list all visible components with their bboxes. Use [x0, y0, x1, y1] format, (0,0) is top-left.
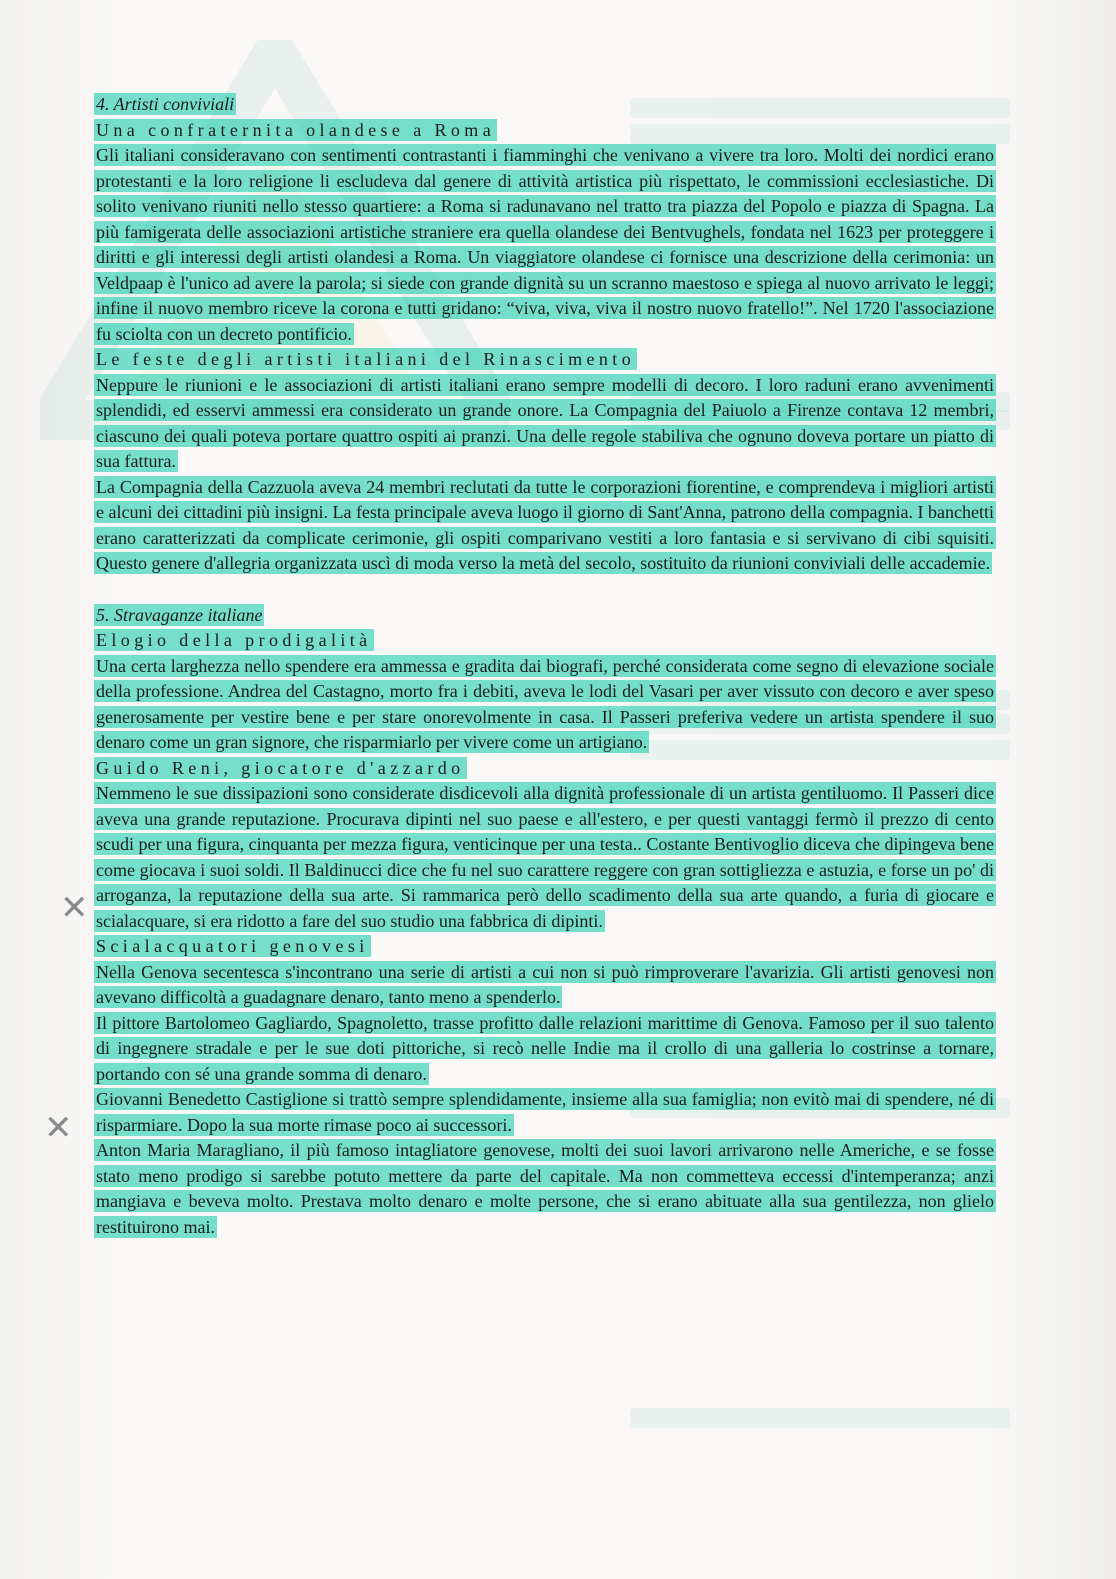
margin-cross-mark: ✕	[60, 888, 89, 928]
subsection-heading: Una confraternita olandese a Roma	[96, 119, 496, 140]
document-page	[94, 92, 996, 1240]
paragraph: Il pittore Bartolomeo Gagliardo, Spagnoletto, trasse profitto dalle relazioni marittime di Genova. Famoso per il suo talento di ingegnere stradale e per le sue doti pittoriche, si recò nelle Indie ma il crollo di una galleria lo costrinse a tornare, portando con sé una grande somma di denaro.	[96, 1012, 994, 1084]
section-title: 5. Stravaganze italiane	[96, 604, 263, 625]
paragraph: La Compagnia della Cazzuola aveva 24 membri reclutati da tutte le corporazioni fiorentine, e comprendeva i migliori artisti e alcuni dei cittadini più insigni. La festa principale aveva luogo il giorno di Sant'Anna, patrono della compagnia. I banchetti erano caratterizzati da complicate cerimonie, gli ospiti comparivano vestiti a loro fantasia e si servivano di cibi squisiti. Questo genere d'allegria organizzata uscì di moda verso la metà del secolo, sostituito da riunioni conviviali delle accademie.	[96, 476, 994, 573]
subsection-heading: Elogio della prodigalità	[96, 630, 372, 650]
subsection-heading: Le feste degli artisti italiani del Rinascimento	[96, 349, 636, 369]
paragraph: Neppure le riunioni e le associazioni di artisti italiani erano sempre modelli di decoro. I loro raduni erano avvenimenti splendidi, ed esservi ammessi era considerato un grande onore. La Compagnia del Paiuolo a Firenze contava 12 membri, ciascuno dei quali poteva portare quattro ospiti ai pranzi. Una delle regole stabiliva che ognuno doveva portare un piatto di sua fattura.	[96, 374, 994, 471]
paragraph: Gli italiani consideravano con sentimenti contrastanti i fiamminghi che venivano a vivere tra loro. Molti dei nordici erano protestanti e la loro religione li escludeva dal genere di attività artistica più rispettato, le commissioni ecclesiastiche. Di solito venivano riuniti nello stesso quartiere: a Roma si radunavano nel tratto tra piazza del Popolo e piazza di Spagna. La più famigerata delle associazioni artistiche straniere era quella olandese dei Bentvughels, fondata nel 1623 per proteggere i diritti e gli interessi degli artisti olandesi a Roma. Un viaggiatore olandese ci fornisce una descrizione della cerimonia: un Veldpaap è l'unico ad avere la parola; si siede con grande dignità su un scranno maestoso e spiega al nuovo arrivato le leggi; infine il nuovo membro riceve la corona e tutti gridano: “viva, viva, viva il nostro nuovo fratello!”. Nel 1720 l'associazione fu sciolta con un decreto pontificio.	[96, 145, 994, 344]
margin-cross-mark: ✕	[44, 1108, 73, 1148]
paragraph: Nella Genova secentesca s'incontrano una serie di artisti a cui non si può rimproverare l'avarizia. Gli artisti genovesi non avevano difficoltà a guadagnare denaro, tanto meno a spenderlo.	[96, 961, 994, 1007]
paragraph: Nemmeno le sue dissipazioni sono considerate disdicevoli alla dignità professionale di un artista gentiluomo. Il Passeri dice aveva una grande reputazione. Procurava dipinti nel suo paese e all'estero, e per questi vantaggi fermò il prezzo di cento scudi per una figura, cinquanta per mezza figura, venticinque per una testa.. Costante Bentivoglio diceva che dipingeva bene come giocava i suoi soldi. Il Baldinucci dice che fu nel suo carattere reggere con gran sottigliezza e astuzia, e forse un po' di arroganza, la reputazione della sua arte. Si rammarica però dello scadimento della sua arte quando, a furia di giocare e scialacquare, si era ridotto a fare del suo studio una fabbrica di dipinti.	[96, 783, 994, 931]
subsection-heading: Guido Reni, giocatore d'azzardo	[96, 757, 465, 778]
paragraph: Una certa larghezza nello spendere era ammessa e gradita dai biografi, perché considerata come segno di elevazione sociale della professione. Andrea del Castagno, morto fra i debiti, aveva le lodi del Vasari per aver vissuto con decoro e aver speso generosamente per vestire bene e per stare onorevolmente in casa. Il Passeri preferiva vedere un artista spendere il suo denaro come un gran signore, che risparmiarlo per vivere come un artigiano.	[96, 655, 994, 752]
paragraph: Giovanni Benedetto Castiglione si trattò sempre splendidamente, insieme alla sua famiglia; non evitò mai di spendere, né di risparmiare. Dopo la sua morte rimase poco ai successori.	[96, 1089, 994, 1135]
subsection-heading: Scialacquatori genovesi	[96, 936, 369, 956]
section-title: 4. Artisti conviviali	[96, 94, 235, 114]
paragraph: Anton Maria Maragliano, il più famoso intagliatore genovese, molti dei suoi lavori arrivarono nelle Americhe, e se fosse stato meno prodigo si sarebbe potuto mettere da parte del capitale. Ma non commetteva eccessi d'intemperanza; anzi mangiava e beveva molto. Prestava molto denaro e molte persone, che si erano abituate alla sua gentilezza, non glielo restituirono mai.	[96, 1140, 994, 1237]
